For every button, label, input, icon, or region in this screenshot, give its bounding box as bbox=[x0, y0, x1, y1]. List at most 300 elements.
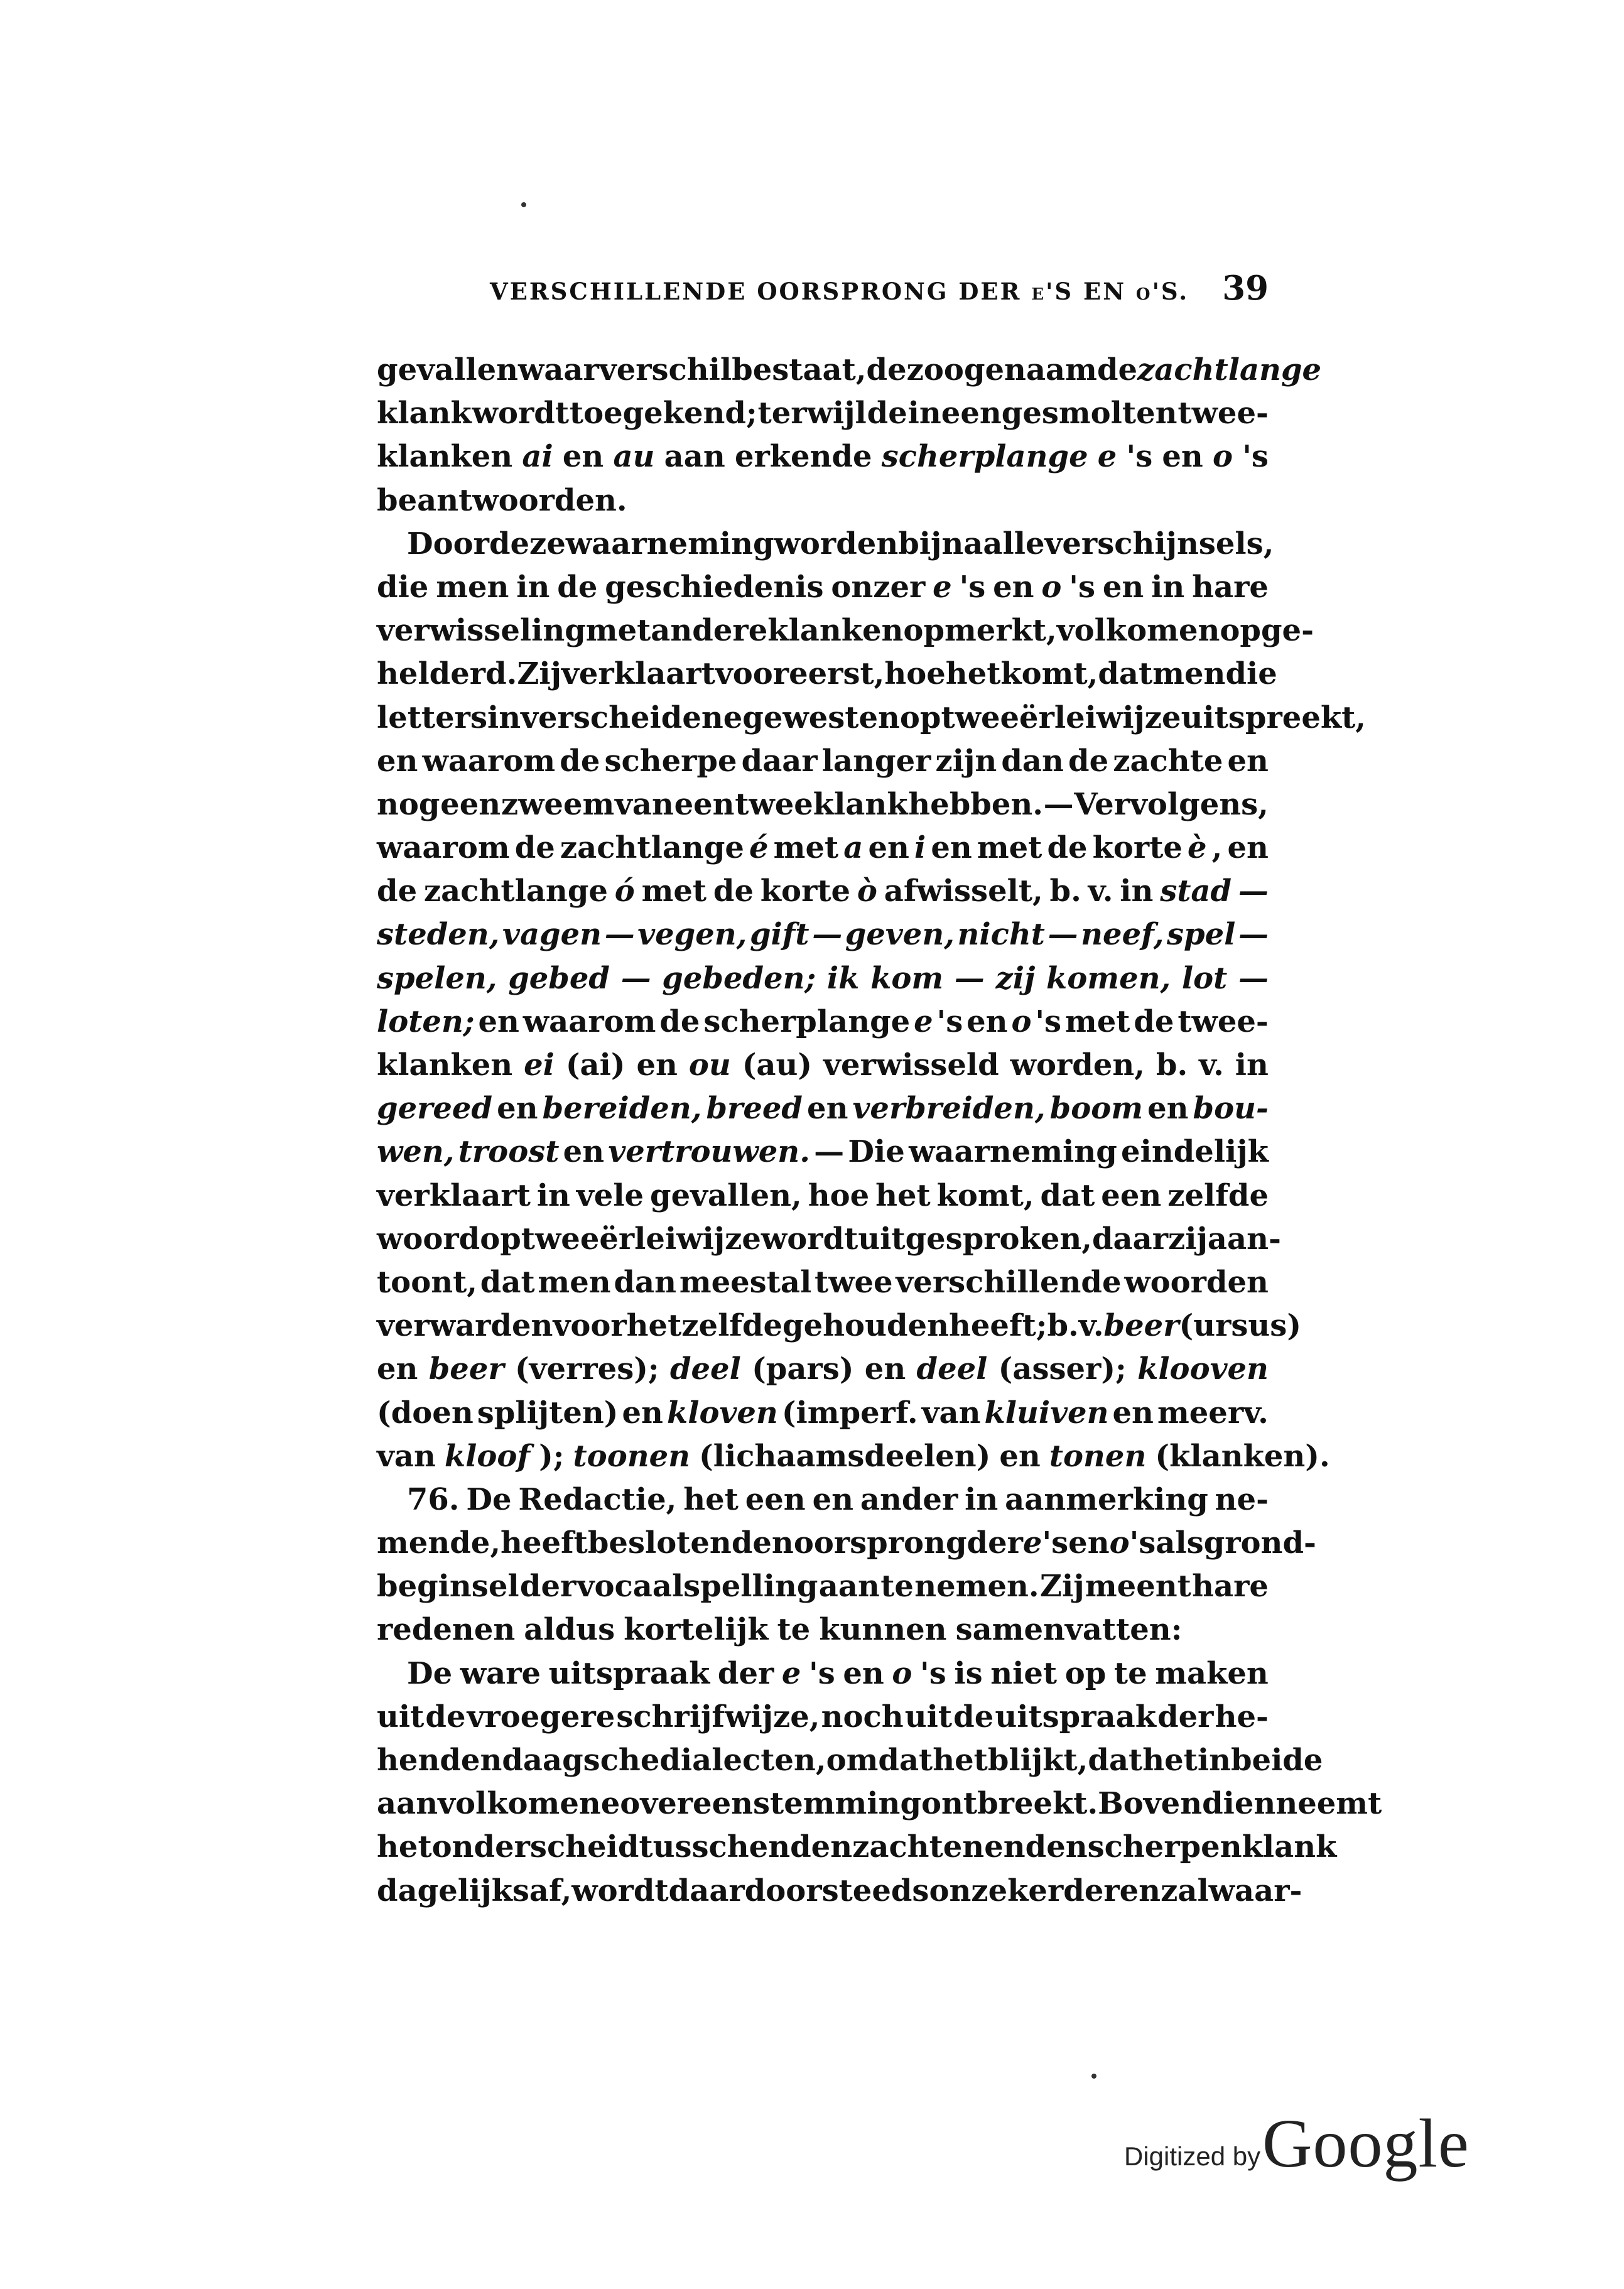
word: aan bbox=[377, 1786, 438, 1822]
word: wordt bbox=[761, 1221, 858, 1257]
word: in bbox=[1120, 874, 1154, 909]
word: en bbox=[563, 1134, 605, 1170]
word: zijn bbox=[935, 743, 997, 779]
italic-word: kom bbox=[870, 960, 944, 996]
italic-word: o bbox=[1011, 1004, 1032, 1039]
italic-word: kluiven bbox=[984, 1395, 1109, 1431]
word: en bbox=[377, 1351, 418, 1387]
word: op bbox=[899, 700, 941, 735]
word: in bbox=[1235, 1047, 1269, 1083]
word: vele bbox=[576, 1177, 644, 1213]
word: een bbox=[440, 786, 501, 822]
word: 's bbox=[1126, 439, 1153, 475]
word: met bbox=[641, 874, 707, 909]
word: hoe bbox=[884, 656, 946, 692]
word: daar bbox=[1091, 1221, 1169, 1257]
word: erkende bbox=[734, 439, 872, 475]
italic-word: ó bbox=[614, 874, 635, 909]
italic-word: zij bbox=[995, 960, 1036, 996]
word: verwisseling bbox=[377, 613, 586, 649]
word: en bbox=[562, 439, 604, 475]
word: een bbox=[745, 1481, 806, 1517]
word: 's bbox=[1035, 1004, 1062, 1039]
italic-word: toonen bbox=[573, 1438, 691, 1474]
italic-word: gift bbox=[749, 917, 809, 953]
word: heeft bbox=[501, 1525, 588, 1561]
word: aan bbox=[664, 439, 725, 475]
italic-word: ai bbox=[522, 439, 553, 475]
word: verklaart bbox=[377, 1177, 531, 1213]
italic-word: — bbox=[604, 917, 635, 953]
word: — bbox=[814, 1134, 845, 1170]
word: waarneming bbox=[565, 526, 774, 561]
word: klanken bbox=[767, 613, 904, 649]
word: de bbox=[953, 1699, 994, 1734]
word: de bbox=[1134, 1004, 1174, 1039]
italic-word: a bbox=[843, 830, 863, 866]
italic-word: o bbox=[1213, 439, 1233, 475]
word: alle bbox=[983, 526, 1045, 561]
body-text bbox=[377, 349, 1382, 1913]
word: en bbox=[1112, 1395, 1154, 1431]
italic-word: breed bbox=[706, 1091, 803, 1127]
word: toont, bbox=[377, 1264, 477, 1300]
word: meerv. bbox=[1157, 1395, 1269, 1431]
word: gewesten bbox=[742, 700, 900, 735]
word: (verres); bbox=[514, 1351, 659, 1387]
word: beide bbox=[1230, 1743, 1323, 1778]
word: toegekend; bbox=[569, 396, 757, 431]
text-line bbox=[377, 957, 1269, 1000]
word: bestaat, bbox=[732, 352, 867, 387]
word: gevallen, bbox=[650, 1177, 802, 1213]
word: b. bbox=[1047, 1308, 1079, 1344]
italic-word: ei bbox=[524, 1047, 555, 1083]
italic-word: e bbox=[933, 569, 952, 605]
word: uitspreekt, bbox=[1181, 700, 1366, 735]
text-line bbox=[377, 1826, 1337, 1869]
word: voor bbox=[553, 1308, 627, 1344]
word: in bbox=[536, 1177, 570, 1213]
word: als bbox=[1156, 1525, 1204, 1561]
page-number: 39 bbox=[1222, 269, 1269, 308]
italic-word: o bbox=[1109, 1525, 1130, 1561]
word: (ursus) bbox=[1179, 1308, 1302, 1344]
word: een bbox=[674, 786, 735, 822]
word: helderd. bbox=[377, 656, 517, 692]
word: en bbox=[636, 1047, 678, 1083]
word: maken bbox=[1155, 1655, 1269, 1691]
italic-word: gebed bbox=[508, 960, 610, 996]
word: dialecten, bbox=[659, 1743, 826, 1778]
word: men bbox=[538, 1264, 611, 1300]
word: en bbox=[999, 1438, 1041, 1474]
word: worden, bbox=[1010, 1047, 1145, 1083]
word: scherpen bbox=[1087, 1829, 1242, 1865]
italic-word: ou bbox=[688, 1047, 731, 1083]
text-line bbox=[377, 1087, 1269, 1130]
italic-word: deel bbox=[916, 1351, 988, 1387]
word: men bbox=[436, 569, 509, 605]
word: die bbox=[1225, 656, 1277, 692]
word: verschil bbox=[598, 352, 732, 387]
italic-word: neef, bbox=[1081, 917, 1164, 953]
text-line bbox=[377, 1392, 1269, 1435]
word: zoogenaamde bbox=[906, 352, 1138, 387]
word: en bbox=[1119, 1873, 1161, 1908]
word: te bbox=[777, 1612, 811, 1648]
word: wordt bbox=[571, 1873, 669, 1908]
word: en bbox=[864, 1351, 906, 1387]
word: te bbox=[880, 1569, 914, 1604]
word: het bbox=[1142, 1743, 1198, 1778]
word: 's bbox=[959, 569, 986, 605]
italic-word: è bbox=[1188, 830, 1207, 866]
word: woord bbox=[377, 1221, 480, 1257]
word: overeenstemming bbox=[620, 1786, 922, 1822]
word: klanken bbox=[377, 1047, 513, 1083]
word: en bbox=[812, 1481, 853, 1517]
word: te bbox=[1113, 1655, 1147, 1691]
word: het bbox=[933, 1743, 988, 1778]
text-line bbox=[377, 740, 1269, 783]
word: b. bbox=[1049, 874, 1081, 909]
word: uitspraak bbox=[995, 1699, 1156, 1734]
word: aldus bbox=[524, 1612, 615, 1648]
word: hebben. bbox=[908, 786, 1043, 822]
italic-word: vertrouwen. bbox=[608, 1134, 810, 1170]
italic-word: loten; bbox=[377, 1004, 475, 1039]
word: verward bbox=[377, 1308, 512, 1344]
word: 's bbox=[1242, 439, 1269, 475]
italic-word: kloven bbox=[666, 1395, 778, 1431]
word: zal bbox=[1161, 1873, 1209, 1908]
text-line bbox=[377, 1652, 1269, 1696]
word: Redactie, bbox=[518, 1481, 677, 1517]
word: en bbox=[1227, 830, 1269, 866]
word: v. bbox=[1088, 874, 1113, 909]
word: gehouden bbox=[782, 1308, 949, 1344]
word: van bbox=[377, 1438, 436, 1474]
word: 76. bbox=[407, 1481, 460, 1517]
word: de bbox=[1068, 743, 1109, 779]
word: in bbox=[1151, 569, 1185, 605]
word: op bbox=[480, 1221, 521, 1257]
italic-word: steden, bbox=[377, 917, 500, 953]
word: en bbox=[512, 1308, 553, 1344]
text-line bbox=[377, 1782, 1382, 1826]
word: ne- bbox=[1215, 1481, 1269, 1517]
italic-word: ik bbox=[826, 960, 860, 996]
word: (doen bbox=[377, 1395, 474, 1431]
italic-word: — bbox=[620, 960, 651, 996]
word: , bbox=[1211, 830, 1223, 866]
word: en bbox=[497, 1091, 538, 1127]
word: komt, bbox=[936, 1177, 1034, 1213]
word: v. bbox=[1199, 1047, 1224, 1083]
word: in bbox=[1197, 1743, 1231, 1778]
text-line bbox=[377, 1608, 1269, 1652]
italic-word: tonen bbox=[1049, 1438, 1147, 1474]
text-line bbox=[377, 1435, 1330, 1478]
word: deze bbox=[489, 526, 566, 561]
italic-word: troost bbox=[458, 1134, 560, 1170]
word: die bbox=[377, 569, 429, 605]
page-header bbox=[377, 269, 1269, 313]
word: en bbox=[984, 1829, 1026, 1865]
word: v. bbox=[1078, 1308, 1104, 1344]
text-line bbox=[377, 1000, 1269, 1044]
word: met bbox=[773, 830, 839, 866]
word: geschiedenis bbox=[605, 569, 824, 605]
text-line bbox=[377, 1870, 1302, 1913]
scan-speck bbox=[1091, 2074, 1096, 2079]
word: zij bbox=[1168, 1221, 1208, 1257]
italic-word: gebeden; bbox=[662, 960, 816, 996]
word: het bbox=[683, 1481, 739, 1517]
word: van bbox=[614, 786, 674, 822]
text-line bbox=[377, 1261, 1269, 1304]
word: en bbox=[966, 1004, 1008, 1039]
italic-word: zachtlange bbox=[1137, 352, 1322, 387]
word: heeft; bbox=[948, 1308, 1047, 1344]
text-line bbox=[377, 1174, 1269, 1218]
word: klank bbox=[377, 396, 472, 431]
text-line bbox=[377, 1478, 1269, 1522]
italic-word: lot bbox=[1181, 960, 1228, 996]
word: (ai) bbox=[565, 1047, 625, 1083]
word: beginsel bbox=[377, 1569, 519, 1604]
word: en bbox=[868, 830, 909, 866]
word: aanmerking bbox=[1005, 1481, 1208, 1517]
word: splijten) bbox=[477, 1395, 619, 1431]
word: beantwoorden. bbox=[377, 482, 627, 518]
word: ander bbox=[860, 1481, 958, 1517]
word: 's bbox=[1129, 1525, 1156, 1561]
word: de bbox=[557, 569, 598, 605]
word: uit bbox=[904, 1699, 953, 1734]
word: schrijfwijze, bbox=[616, 1699, 820, 1734]
word: blijkt, bbox=[987, 1743, 1088, 1778]
text-line bbox=[377, 1522, 1316, 1565]
word: ontbreekt. bbox=[921, 1786, 1098, 1822]
word: dan bbox=[614, 1264, 677, 1300]
word: neemt bbox=[1275, 1786, 1382, 1822]
word: (pars) bbox=[752, 1351, 854, 1387]
word: daar bbox=[741, 743, 818, 779]
italic-word: é bbox=[749, 830, 769, 866]
word: in bbox=[516, 569, 550, 605]
italic-word: scherplange bbox=[881, 439, 1088, 475]
word: nemen. bbox=[914, 1569, 1039, 1604]
word: tweeklank bbox=[735, 786, 908, 822]
word: en bbox=[1102, 569, 1144, 605]
word: vocaalspelling bbox=[577, 1569, 818, 1604]
word: onzekerder bbox=[929, 1873, 1120, 1908]
word: zachtlange bbox=[423, 874, 608, 909]
word: zachtlange bbox=[560, 830, 744, 866]
word: niet bbox=[990, 1655, 1058, 1691]
word: de bbox=[560, 743, 600, 779]
italic-word: stad bbox=[1160, 874, 1232, 909]
word: woorden bbox=[1124, 1264, 1269, 1300]
word: Bovendien bbox=[1098, 1786, 1276, 1822]
word: scherplange bbox=[703, 1004, 911, 1039]
word: de bbox=[713, 874, 754, 909]
word: en bbox=[478, 1004, 519, 1039]
word: waar- bbox=[1208, 1873, 1302, 1908]
word: waarom bbox=[522, 1004, 656, 1039]
word: dan bbox=[1001, 743, 1064, 779]
word: de bbox=[866, 352, 907, 387]
word: verschijnsels, bbox=[1044, 526, 1274, 561]
word: Vervolgens, bbox=[1074, 786, 1269, 822]
italic-word: verbreiden, bbox=[852, 1091, 1046, 1127]
word: en bbox=[1068, 1525, 1110, 1561]
text-line bbox=[377, 652, 1277, 696]
word: in bbox=[487, 700, 521, 735]
text-line bbox=[377, 1044, 1269, 1087]
text-line bbox=[377, 1739, 1323, 1782]
italic-word: e bbox=[1022, 1525, 1042, 1561]
text-line bbox=[377, 783, 1269, 826]
word: ineengesmolten bbox=[907, 396, 1177, 431]
word: grond- bbox=[1203, 1525, 1316, 1561]
word: hare bbox=[1192, 1569, 1269, 1604]
word: noch bbox=[821, 1699, 904, 1734]
text-line bbox=[377, 913, 1269, 956]
italic-word: beer bbox=[428, 1351, 504, 1387]
italic-word: bereiden, bbox=[542, 1091, 702, 1127]
word: onderscheid bbox=[431, 1829, 639, 1865]
word: dat bbox=[1088, 1743, 1143, 1778]
word: zachte bbox=[1113, 743, 1223, 779]
word: 's bbox=[920, 1655, 946, 1691]
word: wordt bbox=[472, 396, 569, 431]
word: de bbox=[659, 1004, 700, 1039]
italic-word: o bbox=[1041, 569, 1062, 605]
word: den bbox=[790, 1829, 853, 1865]
word: is bbox=[954, 1655, 983, 1691]
italic-word: spelen, bbox=[377, 960, 497, 996]
word: tusschen bbox=[639, 1829, 791, 1865]
word: men bbox=[1152, 656, 1226, 692]
word: en bbox=[1162, 439, 1203, 475]
word: kunnen bbox=[819, 1612, 947, 1648]
text-line bbox=[377, 826, 1269, 870]
digitized-by-google-watermark bbox=[1124, 2105, 1476, 2182]
word: verklaart bbox=[561, 656, 715, 692]
word: nog bbox=[377, 786, 440, 822]
word: besloten bbox=[587, 1525, 732, 1561]
word: daardoor bbox=[668, 1873, 822, 1908]
word: waarom bbox=[377, 830, 510, 866]
italic-word: — bbox=[954, 960, 985, 996]
italic-word: — bbox=[1238, 960, 1269, 996]
word: waarom bbox=[422, 743, 556, 779]
italic-word: boom bbox=[1049, 1091, 1144, 1127]
italic-word: e bbox=[1097, 439, 1117, 475]
google-logo: Google bbox=[1262, 2105, 1470, 2182]
word: zelfde bbox=[1167, 1177, 1269, 1213]
word: (asser); bbox=[998, 1351, 1127, 1387]
word: en bbox=[1227, 743, 1269, 779]
italic-word: geven, bbox=[845, 917, 955, 953]
word: en bbox=[843, 1655, 884, 1691]
italic-word: beer bbox=[1103, 1308, 1179, 1344]
text-line bbox=[377, 1304, 1302, 1348]
word: redenen bbox=[377, 1612, 516, 1648]
word: kortelijk bbox=[624, 1612, 769, 1648]
word: opmerkt, bbox=[903, 613, 1057, 649]
word: onzer bbox=[831, 569, 926, 605]
word: in bbox=[965, 1481, 999, 1517]
watermark-prefix: Digitized by bbox=[1124, 2141, 1261, 2171]
word: Zij bbox=[1039, 1569, 1085, 1604]
word: de bbox=[425, 1699, 466, 1734]
word: twee- bbox=[1177, 1004, 1269, 1039]
word: (klanken). bbox=[1155, 1438, 1330, 1474]
word: langer bbox=[821, 743, 931, 779]
italic-word: deel bbox=[669, 1351, 741, 1387]
text-line bbox=[377, 1130, 1269, 1174]
text-line bbox=[377, 1348, 1269, 1391]
italic-word: vagen bbox=[502, 917, 602, 953]
italic-word: nicht bbox=[957, 917, 1045, 953]
word: De bbox=[466, 1481, 512, 1517]
word: het bbox=[377, 1829, 432, 1865]
word: en bbox=[807, 1091, 848, 1127]
word: samenvatten: bbox=[955, 1612, 1183, 1648]
word: worden bbox=[774, 526, 899, 561]
word: De bbox=[407, 1655, 453, 1691]
word: Zij bbox=[517, 656, 561, 692]
word: (lichaamsdeelen) bbox=[699, 1438, 991, 1474]
word: de bbox=[1047, 830, 1088, 866]
italic-word: wen, bbox=[377, 1134, 455, 1170]
running-title: VERSCHILLENDE OORSPRONG DER e'S EN o'S. bbox=[490, 278, 1189, 305]
word: met bbox=[977, 830, 1042, 866]
word: dagelijks bbox=[377, 1873, 529, 1908]
word: klanken bbox=[377, 439, 513, 475]
word: korte bbox=[1092, 830, 1183, 866]
word: hetzelfde bbox=[626, 1308, 783, 1344]
word: wijze bbox=[676, 1221, 761, 1257]
word: dat bbox=[480, 1264, 535, 1300]
word: waar bbox=[518, 352, 599, 387]
word: ware bbox=[460, 1655, 541, 1691]
word: op bbox=[1064, 1655, 1107, 1691]
text-line bbox=[377, 435, 1269, 479]
text-line bbox=[377, 566, 1269, 609]
word: der bbox=[717, 1655, 774, 1691]
word: het bbox=[945, 656, 1001, 692]
word: en bbox=[1147, 1091, 1189, 1127]
italic-word: au bbox=[613, 439, 655, 475]
word: en bbox=[931, 830, 972, 866]
italic-word: bou- bbox=[1193, 1091, 1269, 1127]
word: den bbox=[731, 1525, 794, 1561]
italic-word: i bbox=[914, 830, 926, 866]
word: wijze bbox=[1096, 700, 1181, 735]
word: gevallen bbox=[377, 352, 518, 387]
text-line bbox=[377, 1696, 1269, 1739]
word: der bbox=[519, 1569, 577, 1604]
word: andere bbox=[651, 613, 768, 649]
word: uit bbox=[377, 1699, 425, 1734]
word: Door bbox=[407, 526, 489, 561]
word: waarneming bbox=[909, 1134, 1117, 1170]
